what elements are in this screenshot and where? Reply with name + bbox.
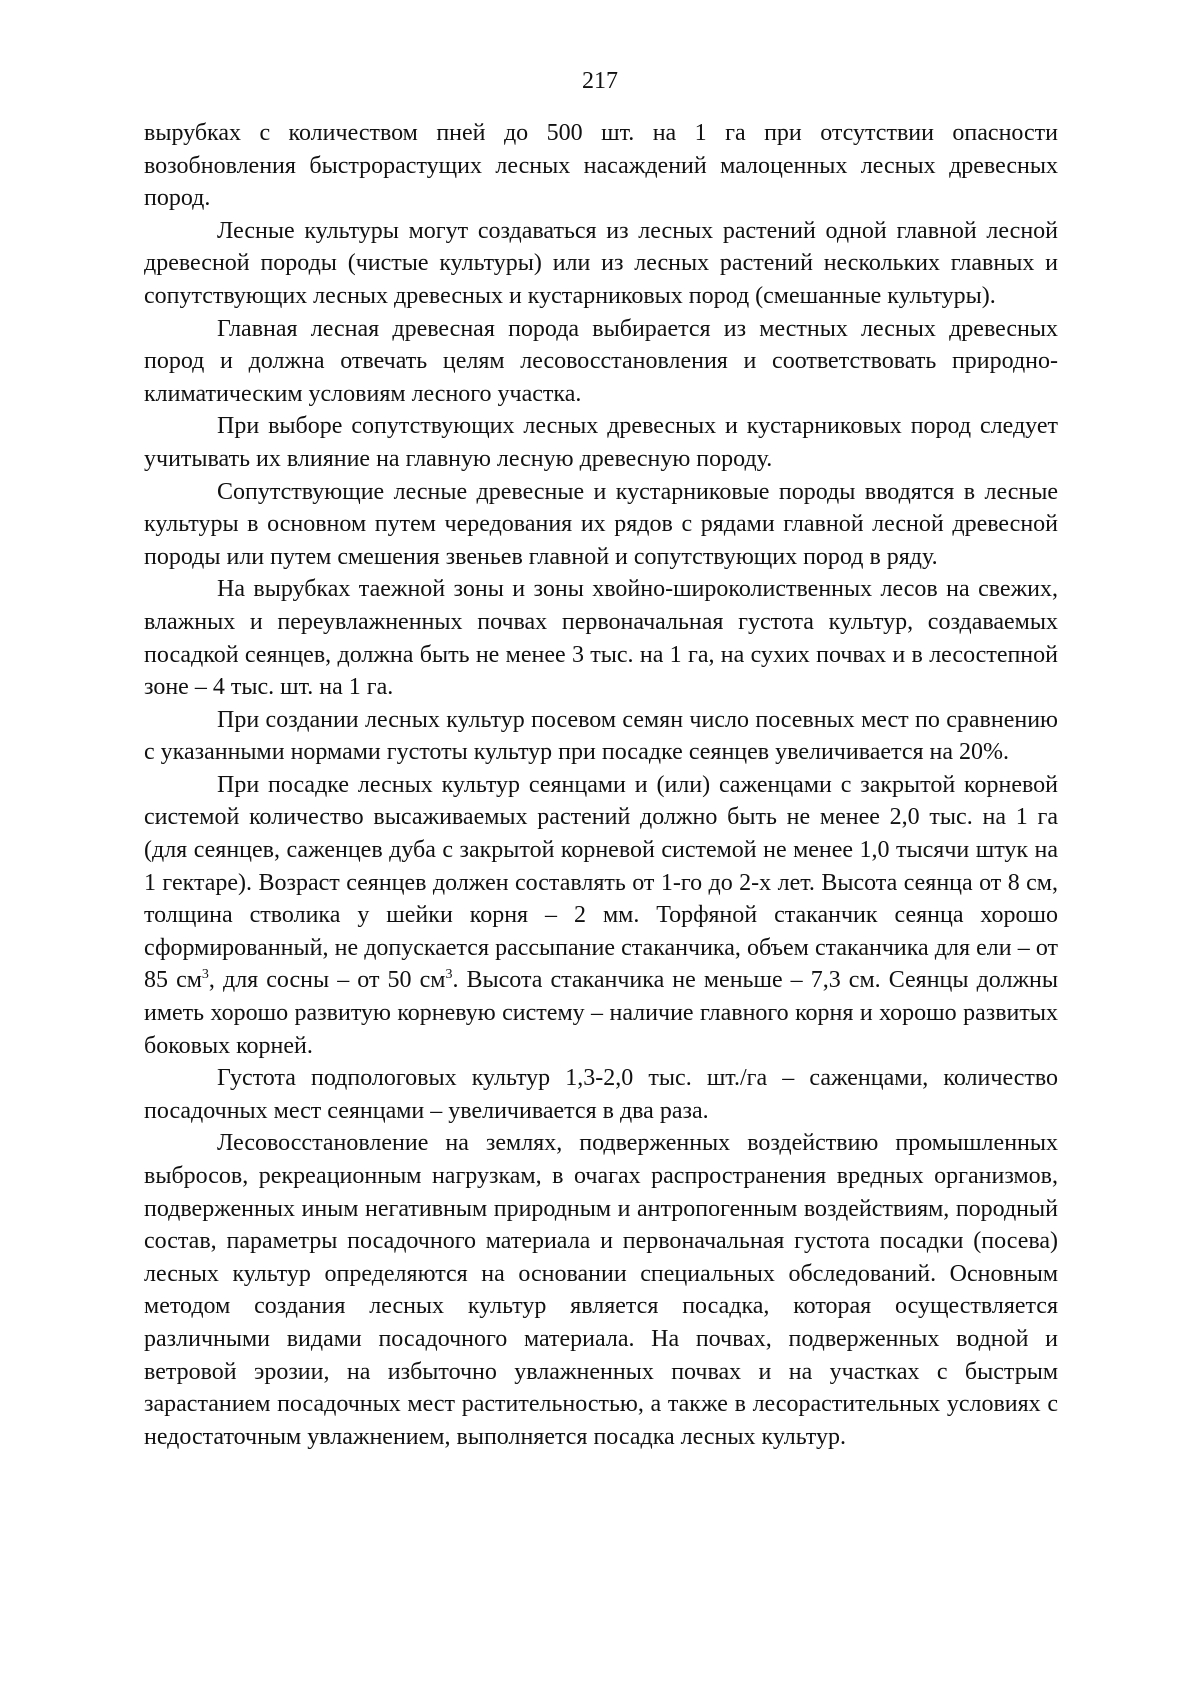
paragraph: Густота подпологовых культур 1,3-2,0 тыс. шт./га – саженцами, количество посадочных мест сеянцами – увеличивается в два раза. — [144, 1065, 1058, 1124]
paragraph-text: При посадке лесных культур сеянцами и (или) саженцами с закрытой корневой системой количество высаживаемых растений должно быть не менее 2,0 тыс. на 1 га (для сеянцев, саженцев дуба с закрытой корневой системой не менее 1,0 тысячи штук на 1 гектаре). Возраст сеянцев должен составлять от 1-го до 2-х лет. Высота сеянца от 8 см, толщина стволика у шейки корня – 2 мм. Торфяной стаканчик сеянца хорошо сформированный, не допускается рассыпание стаканчика, объем стаканчика для ели – от 85 см — [144, 771, 1058, 994]
paragraph: Лесовосстановление на землях, подверженных воздействию промышленных выбросов, рекреационным нагрузкам, в очагах распространения вредных организмов, подверженных иным негативным природным и антропогенным воздействиям, породный состав, параметры посадочного материала и первоначальная густота посадки (посева) лесных культур определяются на основании специальных обследований. Основным методом создания лесных культур является посадка, которая осуществляется различными видами посадочного материала. На почвах, подверженных водной и ветровой эрозии, на избыточно увлажненных почвах и на участках с быстрым зарастанием посадочных мест растительностью, а также в лесорастительных условиях с недостаточным увлажнением, выполняется посадка лесных культур. — [144, 1130, 1058, 1450]
page-number: 217 — [582, 68, 618, 94]
paragraph: вырубках с количеством пней до 500 шт. на 1 га при отсутствии опасности возобновления быстрорастущих лесных насаждений малоценных лесных древесных пород. — [144, 120, 1058, 212]
paragraph: Главная лесная древесная порода выбирается из местных лесных древесных пород и должна отвечать целям лесовосстановления и соответствовать природно-климатическим условиям лесного участка. — [144, 315, 1058, 407]
paragraph — [144, 769, 1058, 1062]
superscript: 3 — [201, 967, 209, 983]
paragraph: Сопутствующие лесные древесные и кустарниковые породы вводятся в лесные культуры в основном путем чередования их рядов с рядами главной лесной древесной породы или путем смешения звеньев главной и сопутствующих пород в ряду. — [144, 478, 1058, 570]
paragraph: При создании лесных культур посевом семян число посевных мест по сравнению с указанными нормами густоты культур при посадке сеянцев увеличивается на 20%. — [144, 706, 1058, 766]
paragraph: При выборе сопутствующих лесных древесных и кустарниковых пород следует учитывать их влияние на главную лесную древесную породу. — [144, 413, 1058, 472]
paragraph-text: , для сосны – от 50 см — [208, 967, 446, 994]
paragraph: Лесные культуры могут создаваться из лесных растений одной главной лесной древесной породы (чистые культуры) или из лесных растений нескольких главных и сопутствующих лесных древесных и кустарниковых пород (смешанные культуры). — [144, 217, 1058, 309]
paragraph: На вырубках таежной зоны и зоны хвойно-широколиственных лесов на свежих, влажных и переувлажненных почвах первоначальная густота культур, создаваемых посадкой сеянцев, должна быть не менее 3 тыс. на 1 га, на сухих почвах и в лесостепной зоне – 4 тыс. шт. на 1 га. — [144, 576, 1058, 701]
superscript: 3 — [445, 967, 453, 983]
body-text — [144, 117, 1058, 1453]
paragraph-text: . Высота стаканчика не меньше – 7,3 см. Сеянцы должны иметь хорошо развитую корневую систему – наличие главного корня и хорошо развитых боковых корней. — [144, 967, 1059, 1059]
